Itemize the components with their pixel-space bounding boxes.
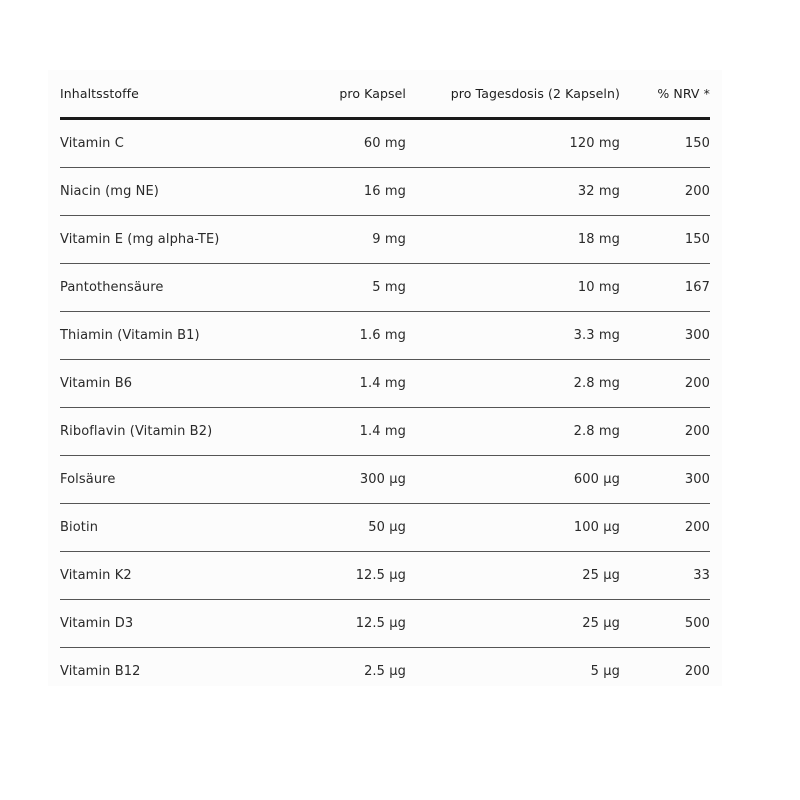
- cell-per-daily-dose: 600 µg: [406, 456, 620, 504]
- cell-ingredient: Biotin: [60, 504, 310, 552]
- table-row: [60, 600, 710, 648]
- table-row: [60, 168, 710, 216]
- cell-per-daily-dose: 2.8 mg: [406, 360, 620, 408]
- cell-per-daily-dose: 25 µg: [406, 552, 620, 600]
- cell-ingredient: Pantothensäure: [60, 264, 310, 312]
- table-body: [60, 119, 710, 696]
- cell-nrv: 300: [620, 312, 710, 360]
- header-row: [60, 70, 710, 119]
- cell-per-capsule: 60 mg: [310, 119, 406, 168]
- cell-nrv: 150: [620, 216, 710, 264]
- cell-per-capsule: 300 µg: [310, 456, 406, 504]
- cell-per-daily-dose: 18 mg: [406, 216, 620, 264]
- cell-nrv: 200: [620, 168, 710, 216]
- cell-per-daily-dose: 100 µg: [406, 504, 620, 552]
- cell-per-capsule: 50 µg: [310, 504, 406, 552]
- table-row: [60, 648, 710, 696]
- table-row: [60, 119, 710, 168]
- cell-nrv: 33: [620, 552, 710, 600]
- cell-nrv: 150: [620, 119, 710, 168]
- cell-per-capsule: 12.5 µg: [310, 552, 406, 600]
- cell-ingredient: Vitamin K2: [60, 552, 310, 600]
- table-row: [60, 360, 710, 408]
- cell-nrv: 167: [620, 264, 710, 312]
- cell-ingredient: Niacin (mg NE): [60, 168, 310, 216]
- cell-nrv: 500: [620, 600, 710, 648]
- cell-per-capsule: 12.5 µg: [310, 600, 406, 648]
- table-row: [60, 456, 710, 504]
- cell-nrv: 200: [684, 664, 710, 679]
- cell-ingredient: Riboflavin (Vitamin B2): [60, 408, 310, 456]
- table-row: [60, 264, 710, 312]
- cell-per-daily-dose: 3.3 mg: [406, 312, 620, 360]
- nutrition-facts-table: [60, 70, 710, 695]
- cell-per-capsule: 9 mg: [310, 216, 406, 264]
- cell-per-capsule: 5 mg: [310, 264, 406, 312]
- table-row: [60, 216, 710, 264]
- header-per-capsule: pro Kapsel: [310, 70, 406, 119]
- cell-per-daily-dose: 10 mg: [406, 264, 620, 312]
- cell-per-capsule: 16 mg: [310, 168, 406, 216]
- cell-ingredient: Vitamin D3: [60, 600, 310, 648]
- table-row: [60, 408, 710, 456]
- header-ingredient: Inhaltsstoffe: [60, 70, 310, 119]
- cell-per-daily-dose: 5 µg: [590, 664, 620, 679]
- cell-nrv: 200: [620, 360, 710, 408]
- cell-nrv: 200: [620, 504, 710, 552]
- cell-nrv: 200: [620, 408, 710, 456]
- cell-per-capsule: 1.4 mg: [310, 408, 406, 456]
- header-per-daily-dose: pro Tagesdosis (2 Kapseln): [406, 70, 620, 119]
- cell-ingredient: Folsäure: [60, 456, 310, 504]
- cell-per-daily-dose: 2.8 mg: [406, 408, 620, 456]
- cell-per-capsule: 1.4 mg: [310, 360, 406, 408]
- cell-per-daily-dose: 120 mg: [406, 119, 620, 168]
- cell-nrv: 300: [620, 456, 710, 504]
- table-row: [60, 312, 710, 360]
- cell-per-capsule: 2.5 µg: [364, 664, 406, 679]
- cell-per-daily-dose: 32 mg: [406, 168, 620, 216]
- header-nrv: % NRV *: [620, 70, 710, 119]
- table-row: [60, 552, 710, 600]
- cell-per-daily-dose: 25 µg: [406, 600, 620, 648]
- cell-ingredient: Thiamin (Vitamin B1): [60, 312, 310, 360]
- table-header: [60, 70, 710, 119]
- table-row: [60, 504, 710, 552]
- cell-per-capsule: 1.6 mg: [310, 312, 406, 360]
- cell-ingredient: Vitamin B6: [60, 360, 310, 408]
- cell-ingredient: Vitamin E (mg alpha-TE): [60, 216, 310, 264]
- cell-ingredient: Vitamin C: [60, 119, 310, 168]
- cell-ingredient: Vitamin B12: [60, 664, 141, 679]
